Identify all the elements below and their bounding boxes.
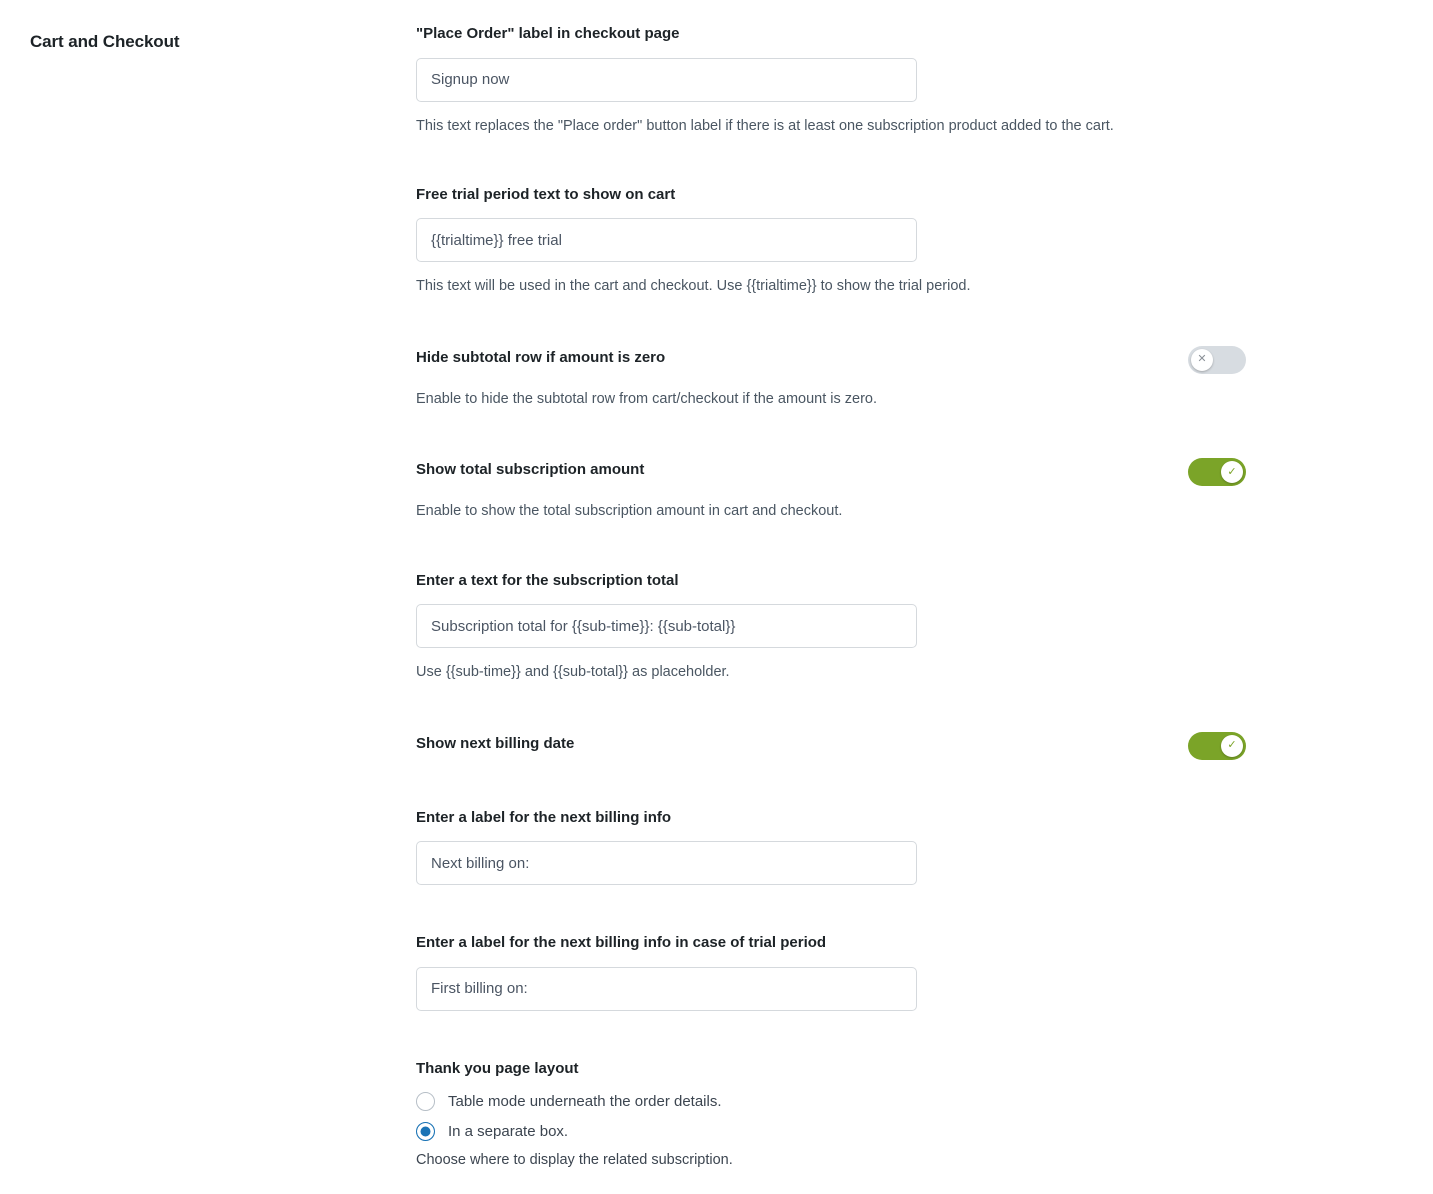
hide-subtotal-title: Hide subtotal row if amount is zero <box>416 348 666 366</box>
next-billing-label-input[interactable] <box>416 841 917 885</box>
thankyou-layout-option-separate-box[interactable] <box>416 1122 1246 1141</box>
field-free-trial-text <box>416 185 1246 298</box>
field-hide-subtotal <box>416 346 1246 410</box>
section-title-column <box>0 24 416 1194</box>
show-total-subscription-title: Show total subscription amount <box>416 461 645 479</box>
settings-fields-column <box>416 24 1426 1194</box>
field-thankyou-layout <box>416 1059 1246 1169</box>
show-next-billing-date-row <box>416 732 1246 760</box>
free-trial-text-input[interactable] <box>416 218 917 262</box>
hide-subtotal-toggle[interactable] <box>1188 346 1246 374</box>
hide-subtotal-help: Enable to hide the subtotal row from cart/checkout if the amount is zero. <box>416 390 878 407</box>
trial-billing-label-title: Enter a label for the next billing info in case of trial period <box>416 934 827 952</box>
free-trial-text-title: Free trial period text to show on cart <box>416 185 676 203</box>
place-order-label-input[interactable] <box>416 58 917 102</box>
place-order-label-help: This text replaces the "Place order" button label if there is at least one subscription product added to the cart. <box>416 117 1114 134</box>
thankyou-layout-option-table[interactable] <box>416 1092 1246 1111</box>
thankyou-layout-option-separate-box-label: In a separate box. <box>448 1123 569 1141</box>
field-show-total-subscription <box>416 458 1246 522</box>
check-icon: ✓ <box>1221 461 1243 483</box>
field-trial-billing-label <box>416 933 1246 1011</box>
radio-icon <box>416 1092 435 1111</box>
place-order-label-title: "Place Order" label in checkout page <box>416 25 680 42</box>
next-billing-label-title: Enter a label for the next billing info <box>416 808 672 826</box>
subscription-total-text-input[interactable] <box>416 604 917 648</box>
trial-billing-label-input[interactable] <box>416 967 917 1011</box>
field-show-next-billing-date <box>416 732 1246 760</box>
check-icon: ✓ <box>1221 735 1243 757</box>
field-place-order-label <box>416 24 1246 137</box>
cross-icon: ✕ <box>1191 349 1213 371</box>
show-next-billing-date-title: Show next billing date <box>416 734 575 752</box>
thankyou-layout-help: Choose where to display the related subscription. <box>416 1152 733 1169</box>
free-trial-text-help: This text will be used in the cart and checkout. Use {{trialtime}} to show the trial period. <box>416 278 971 295</box>
thankyou-layout-title: Thank you page layout <box>416 1059 579 1077</box>
show-total-subscription-toggle[interactable] <box>1188 458 1246 486</box>
field-subscription-total-text <box>416 571 1246 684</box>
subscription-total-text-help: Use {{sub-time}} and {{sub-total}} as placeholder. <box>416 664 730 681</box>
page-title: Cart and Checkout <box>30 32 180 51</box>
thankyou-layout-radio-group <box>416 1092 1246 1141</box>
subscription-total-text-title: Enter a text for the subscription total <box>416 571 679 589</box>
radio-selected-icon <box>416 1122 435 1141</box>
hide-subtotal-row <box>416 346 1246 374</box>
show-total-subscription-row <box>416 458 1246 486</box>
field-next-billing-label <box>416 808 1246 886</box>
show-next-billing-date-toggle[interactable] <box>1188 732 1246 760</box>
thankyou-layout-option-table-label: Table mode underneath the order details. <box>448 1093 722 1111</box>
show-total-subscription-help: Enable to show the total subscription amount in cart and checkout. <box>416 503 843 520</box>
